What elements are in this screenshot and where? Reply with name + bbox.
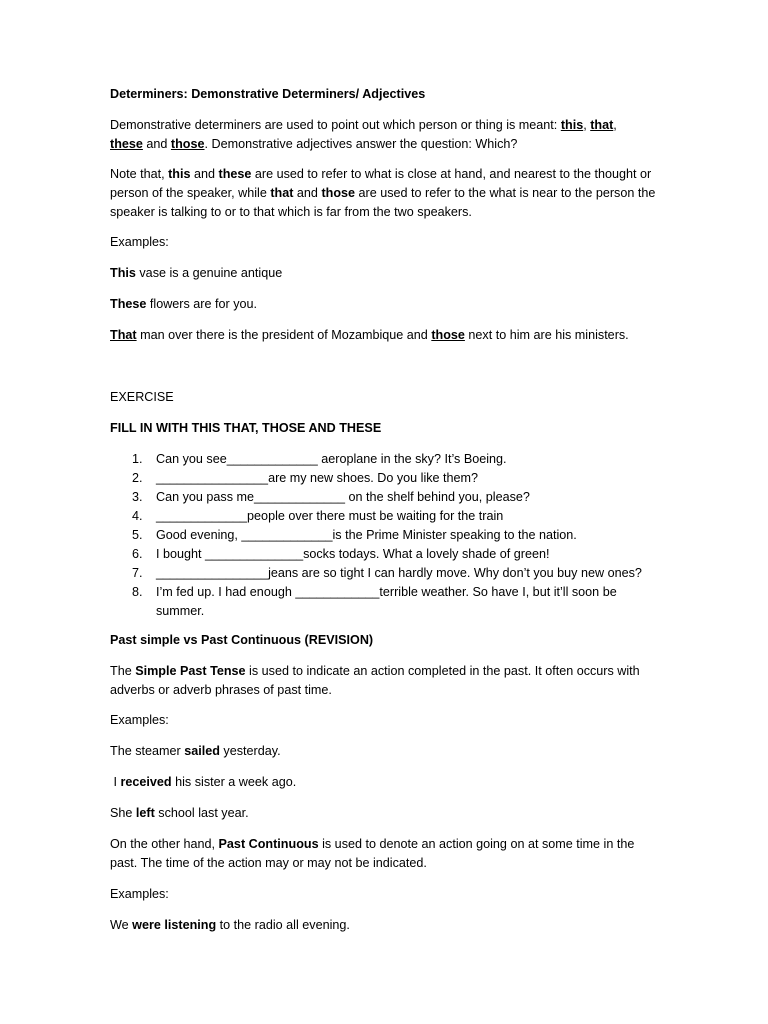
note-word-these: these <box>218 167 252 181</box>
example-these-rest: flowers are for you. <box>146 297 257 311</box>
list-item-number: 2. <box>132 471 143 485</box>
intro-and: and <box>142 137 171 151</box>
example-left-text-1: She <box>110 806 136 820</box>
note-text-4: and <box>293 186 322 200</box>
example-listening-text-1: We <box>110 918 133 932</box>
list-item-number: 6. <box>132 547 143 561</box>
section-title-past-tenses: Past simple vs Past Continuous (REVISION) <box>110 633 374 647</box>
note-word-that: that <box>270 186 294 200</box>
note-text-3: are used to refer to what is close at hand, and nearest to the thought or person of the speaker, while <box>110 167 652 200</box>
list-item-text: Can you pass me_____________ on the shelf behind you, please? <box>156 490 530 504</box>
example-that-rest: man over there is the president of Mozambique and <box>136 328 432 342</box>
examples-label-3: Examples: <box>110 887 169 901</box>
note-word-those: those <box>321 186 356 200</box>
exercise-list <box>110 450 660 621</box>
list-item-number: 1. <box>132 452 143 466</box>
exercise-label: EXERCISE <box>110 390 174 404</box>
list-item-text: Good evening, _____________is the Prime Minister speaking to the nation. <box>156 528 577 542</box>
word-these: these <box>110 137 143 151</box>
past-continuous-term: Past Continuous <box>218 837 319 851</box>
simple-past-term: Simple Past Tense <box>135 664 246 678</box>
list-item-text: I bought ______________socks todays. What a lovely shade of green! <box>156 547 550 561</box>
example-this-bold: This <box>110 266 136 280</box>
intro-text-2: . Demonstrative adjectives answer the question: Which? <box>204 137 518 151</box>
note-word-this: this <box>168 167 191 181</box>
past-continuous-text-1: On the other hand, <box>110 837 219 851</box>
example-these-bold: These <box>110 297 147 311</box>
list-item-number: 4. <box>132 509 143 523</box>
example-these <box>110 295 660 314</box>
list-item <box>110 488 660 507</box>
example-those-rest: next to him are his ministers. <box>464 328 629 342</box>
list-item-text: Can you see_____________ aeroplane in the sky? It’s Boeing. <box>156 452 507 466</box>
past-continuous-text-2: is used to denote an action going on at some time in the past. The time of the action may or may not be indicated. <box>110 837 635 870</box>
simple-past-text-2: is used to indicate an action completed in the past. It often occurs with adverbs or adverb phrases of past time. <box>110 664 640 697</box>
examples-label-2: Examples: <box>110 713 169 727</box>
word-this: this <box>560 118 584 132</box>
example-left <box>110 804 660 823</box>
example-sailed-verb: sailed <box>184 744 220 758</box>
example-sailed-text-1: The steamer <box>110 744 185 758</box>
intro-paragraph <box>110 116 660 154</box>
example-that-those <box>110 326 660 345</box>
example-sailed-text-2: yesterday. <box>219 744 281 758</box>
list-item <box>110 583 660 621</box>
examples-label: Examples: <box>110 235 169 249</box>
example-were-listening <box>110 916 660 935</box>
example-this-rest: vase is a genuine antique <box>135 266 283 280</box>
list-item <box>110 450 660 469</box>
exercise-instruction: FILL IN WITH THIS THAT, THOSE AND THESE <box>110 421 382 435</box>
section-title-determiners: Determiners: Demonstrative Determiners/ Adjectives <box>110 87 426 101</box>
list-item <box>110 545 660 564</box>
example-received-verb: received <box>120 775 172 789</box>
intro-comma-2: , <box>613 118 617 132</box>
list-item-number: 8. <box>132 585 143 599</box>
list-item-text: ________________jeans are so tight I can hardly move. Why don’t you buy new ones? <box>156 566 642 580</box>
example-this <box>110 264 660 283</box>
example-received <box>110 773 660 792</box>
example-those-bold: those <box>431 328 465 342</box>
list-item <box>110 564 660 583</box>
list-item <box>110 507 660 526</box>
simple-past-text-1: The <box>110 664 136 678</box>
intro-text-1: Demonstrative determiners are used to point out which person or thing is meant: <box>110 118 561 132</box>
example-that-bold: That <box>110 328 137 342</box>
example-left-verb: left <box>135 806 155 820</box>
list-item-text: _____________people over there must be waiting for the train <box>156 509 504 523</box>
note-text-5: are used to refer to the what is near to the person the speaker is talking to or to that which is far from the two speakers. <box>110 186 656 219</box>
note-text-2: and <box>190 167 219 181</box>
word-that: that <box>590 118 614 132</box>
example-left-text-2: school last year. <box>154 806 249 820</box>
list-item-text: ________________are my new shoes. Do you like them? <box>156 471 479 485</box>
list-item-number: 3. <box>132 490 143 504</box>
list-item-number: 5. <box>132 528 143 542</box>
word-those: those <box>170 137 205 151</box>
list-item <box>110 526 660 545</box>
list-item <box>110 469 660 488</box>
list-item-text: I’m fed up. I had enough ____________terrible weather. So have I, but it’ll soon be summer. <box>156 585 617 618</box>
past-continuous-paragraph <box>110 835 660 873</box>
example-sailed <box>110 742 660 761</box>
simple-past-paragraph <box>110 662 660 700</box>
example-received-text-1: I <box>110 775 121 789</box>
note-paragraph <box>110 165 660 222</box>
list-item-number: 7. <box>132 566 143 580</box>
example-listening-text-2: to the radio all evening. <box>216 918 350 932</box>
intro-comma-1: , <box>583 118 591 132</box>
example-received-text-2: his sister a week ago. <box>171 775 297 789</box>
note-text-1: Note that, <box>110 167 169 181</box>
example-listening-verb: were listening <box>132 918 217 932</box>
